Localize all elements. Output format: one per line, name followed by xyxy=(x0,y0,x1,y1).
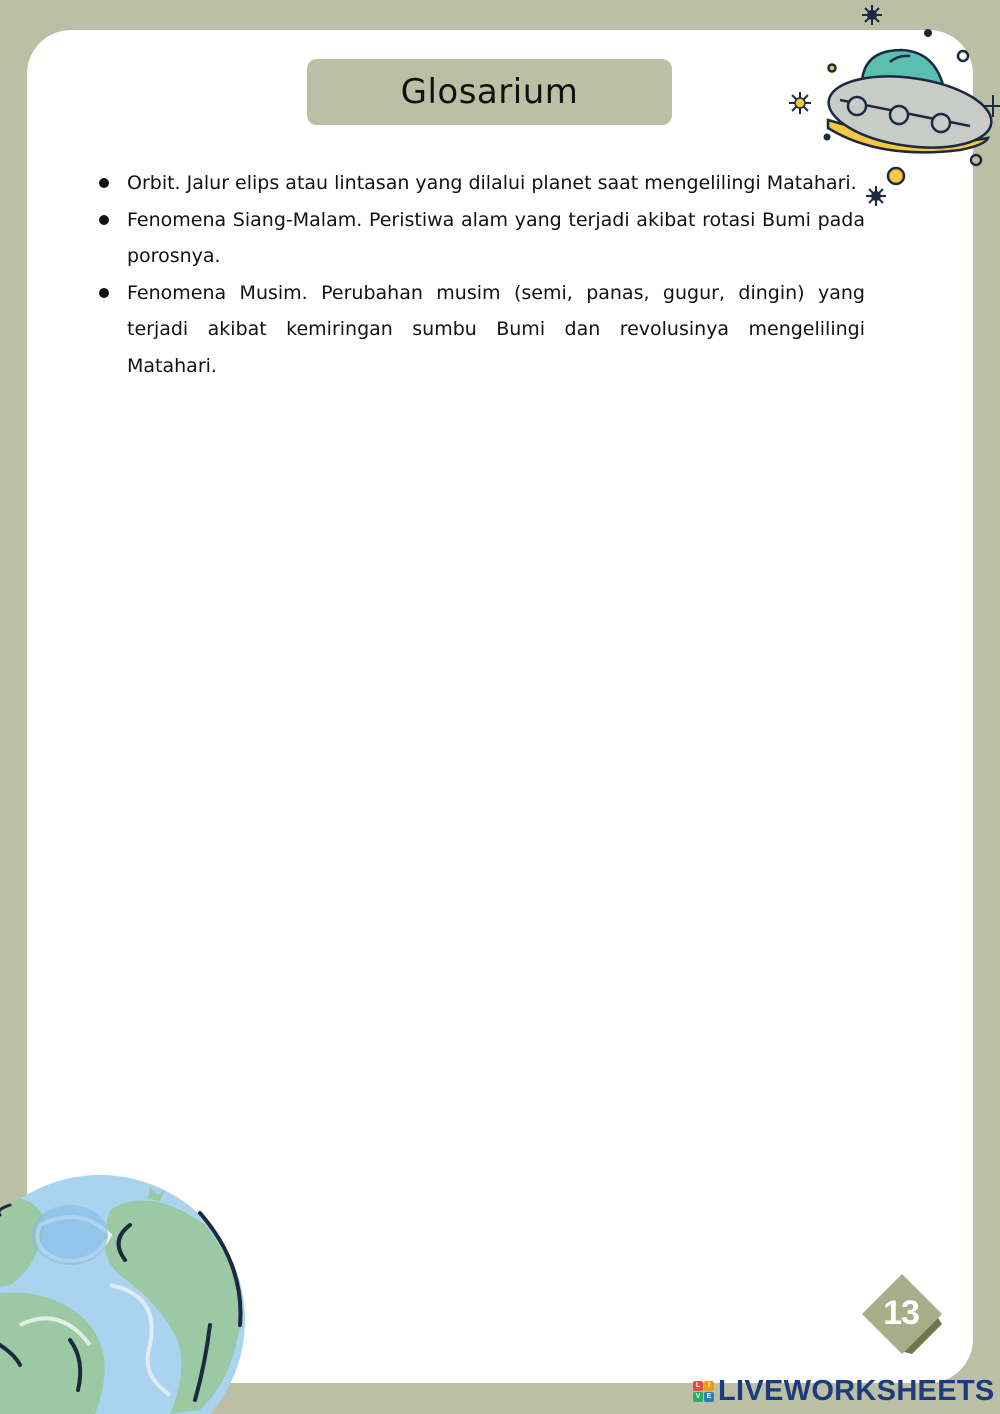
bullet-icon xyxy=(99,288,109,298)
glossary-item-text: Fenomena Siang-Malam. Peristiwa alam yang terjadi akibat rotasi Bumi pada porosnya. xyxy=(127,208,865,267)
bullet-icon xyxy=(99,215,109,225)
logo-letter: L xyxy=(693,1381,703,1391)
logo-letter: I xyxy=(704,1381,714,1391)
watermark-text: LIVEWORKSHEETS xyxy=(718,1374,995,1407)
glossary-item xyxy=(97,202,865,275)
ufo-icon xyxy=(780,0,1000,210)
glossary-list xyxy=(97,165,865,384)
liveworksheets-logo-icon xyxy=(693,1381,714,1402)
page-number: 13 xyxy=(883,1293,919,1332)
page-title: Glosarium xyxy=(307,59,672,125)
earth-icon xyxy=(0,1165,250,1414)
bullet-icon xyxy=(99,178,109,188)
logo-letter: V xyxy=(693,1392,703,1402)
glossary-item-text: Orbit. Jalur elips atau lintasan yang dilalui planet saat mengelilingi Matahari. xyxy=(127,172,857,194)
glossary-item-text: Fenomena Musim. Perubahan musim (semi, panas, gugur, dingin) yang terjadi akibat kemiringan sumbu Bumi dan revolusinya mengelilingi Matahari. xyxy=(127,281,865,377)
glossary-item xyxy=(97,165,865,202)
liveworksheets-watermark[interactable] xyxy=(693,1375,995,1407)
logo-letter: E xyxy=(704,1392,714,1402)
glossary-item xyxy=(97,275,865,385)
